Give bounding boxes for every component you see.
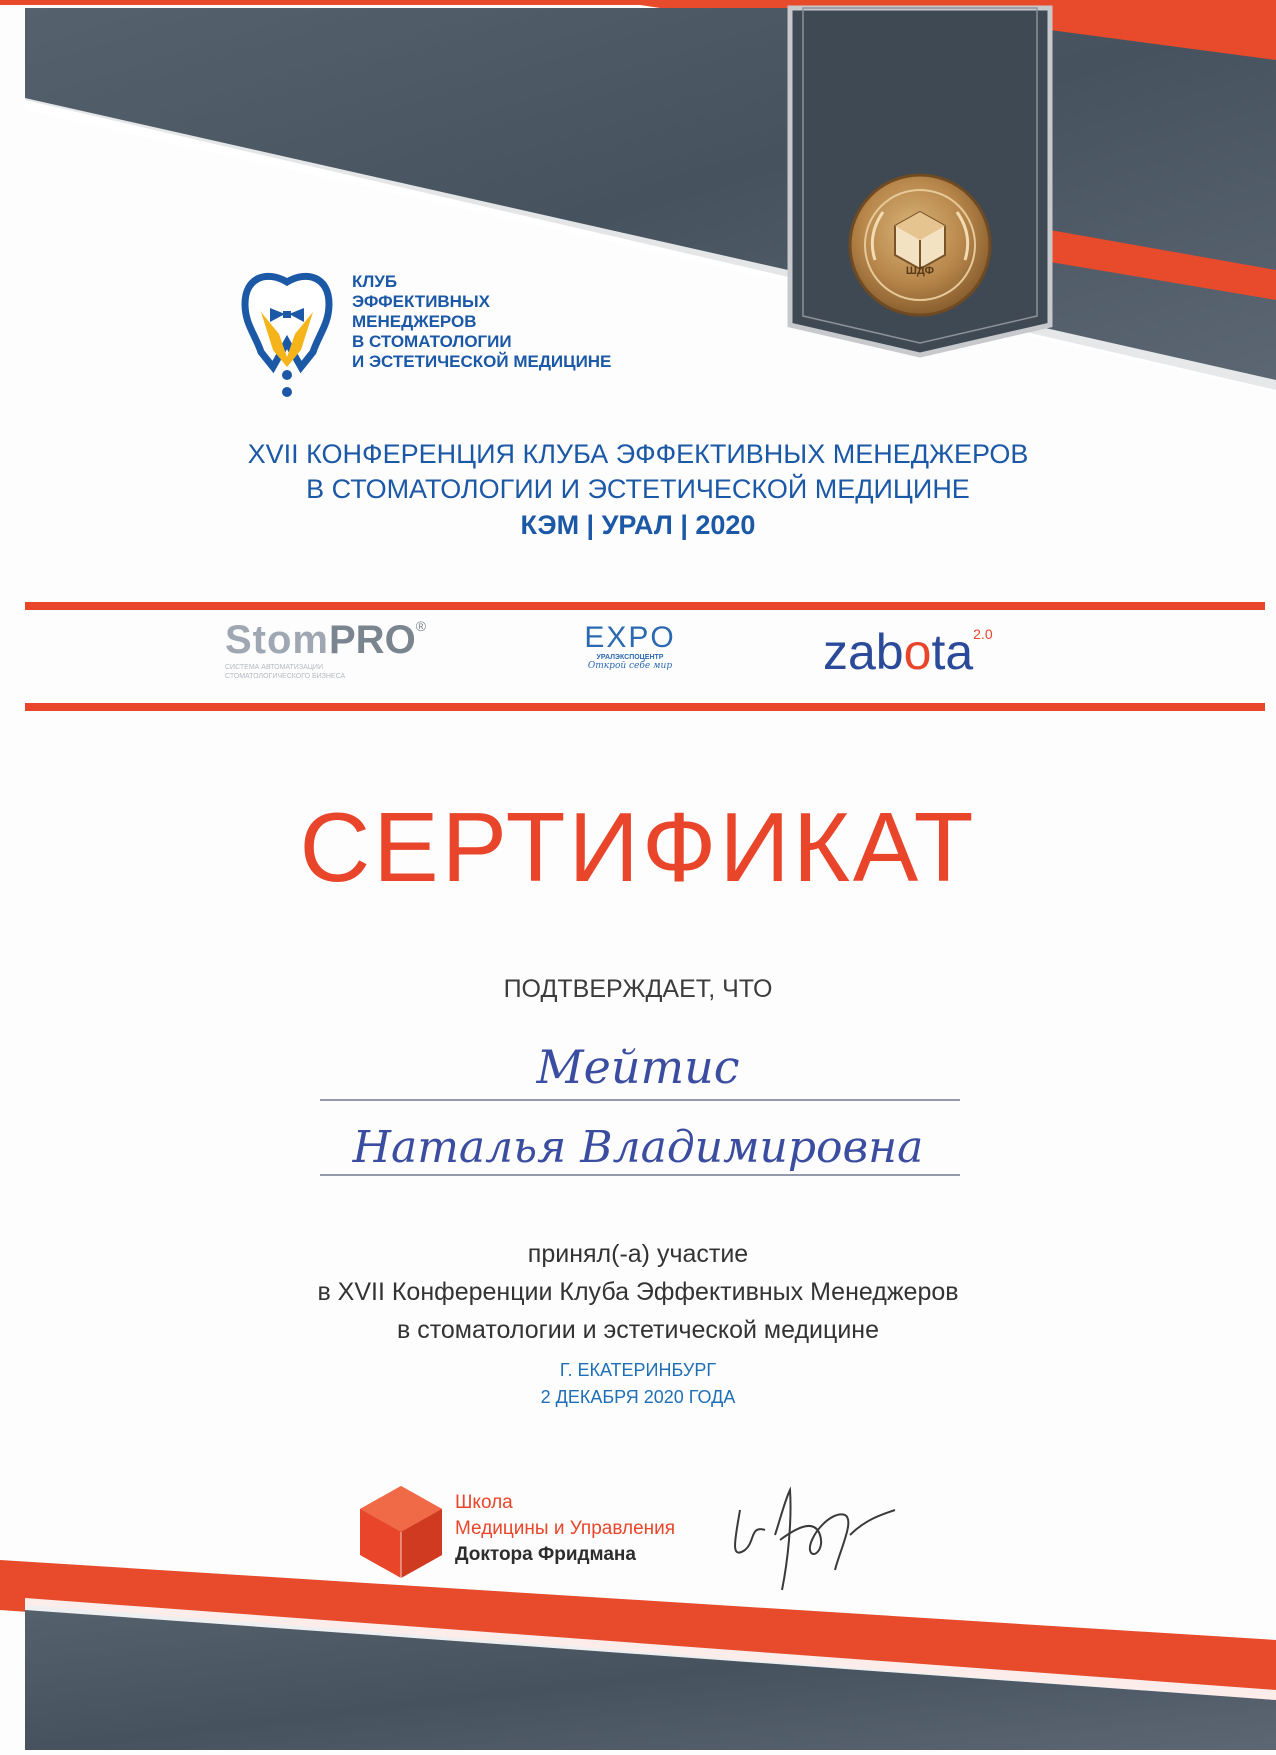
stompro-logo: [225, 618, 426, 681]
top-slate-band: [25, 8, 1276, 390]
stompro-tagline: СИСТЕМА АВТОМАТИЗАЦИИ СТОМАТОЛОГИЧЕСКОГО БИЗНЕСА: [225, 664, 346, 680]
date-text: 2 ДЕКАБРЯ 2020 ГОДА: [540, 1387, 736, 1407]
handwritten-surname: Мейтис: [536, 1040, 740, 1094]
club-line-2: ЭФФЕКТИВНЫХ: [352, 292, 490, 311]
zabota-logo: [823, 624, 993, 680]
city-text: Г. ЕКАТЕРИНБУРГ: [559, 1360, 717, 1380]
seal-label: ШДФ: [905, 265, 935, 277]
field-text: в стоматологии и эстетической медицине: [396, 1316, 879, 1344]
orange-hexagon-icon: [358, 1484, 444, 1580]
handwritten-name: Наталья Владимировна: [352, 1122, 924, 1173]
confirms-text: ПОДТВЕРЖДАЕТ, ЧТО: [503, 975, 773, 1003]
conference-title-line-2: В СТОМАТОЛОГИИ И ЭСТЕТИЧЕСКОЙ МЕДИЦИНЕ: [306, 474, 970, 504]
zabota-heart-o: o: [903, 624, 932, 680]
certificate-title: СЕРТИФИКАТ: [299, 792, 977, 902]
club-name: [352, 272, 611, 372]
stompro-part2: PRO: [329, 618, 416, 662]
expo-logo: [575, 622, 685, 671]
expo-name: EXPO: [584, 621, 676, 654]
expo-slogan: Открой себе мир: [587, 661, 673, 671]
stompro-part1: Stom: [225, 618, 329, 662]
conference-title-line-3: КЭМ | УРАЛ | 2020: [520, 510, 756, 540]
signature-icon: [720, 1480, 900, 1600]
school-line-3: Доктора Фридмана: [455, 1544, 636, 1565]
tooth-bowtie-icon: [237, 272, 337, 397]
conference-title-line-1: XVII КОНФЕРЕНЦИЯ КЛУБА ЭФФЕКТИВНЫХ МЕНЕДЖЕРОВ: [247, 439, 1029, 469]
expo-sub: УРАЛЭКСПОЦЕНТР: [596, 654, 664, 661]
club-line-1: КЛУБ: [352, 272, 398, 291]
club-line-5: И ЭСТЕТИЧЕСКОЙ МЕДИЦИНЕ: [352, 352, 612, 371]
club-line-3: МЕНЕДЖЕРОВ: [352, 312, 477, 331]
conference-text: в XVII Конференции Клуба Эффективных Менеджеров: [317, 1278, 959, 1306]
zabota-part1: zab: [823, 624, 904, 680]
participation-text: принял(-а) участие: [527, 1240, 749, 1268]
school-line-1: Школа: [455, 1492, 513, 1513]
school-line-2: Медицины и Управления: [455, 1518, 676, 1539]
stompro-mark: ®: [415, 618, 427, 634]
club-line-4: В СТОМАТОЛОГИИ: [352, 332, 512, 351]
zabota-version: 2.0: [973, 626, 993, 642]
zabota-part3: ta: [931, 624, 974, 680]
